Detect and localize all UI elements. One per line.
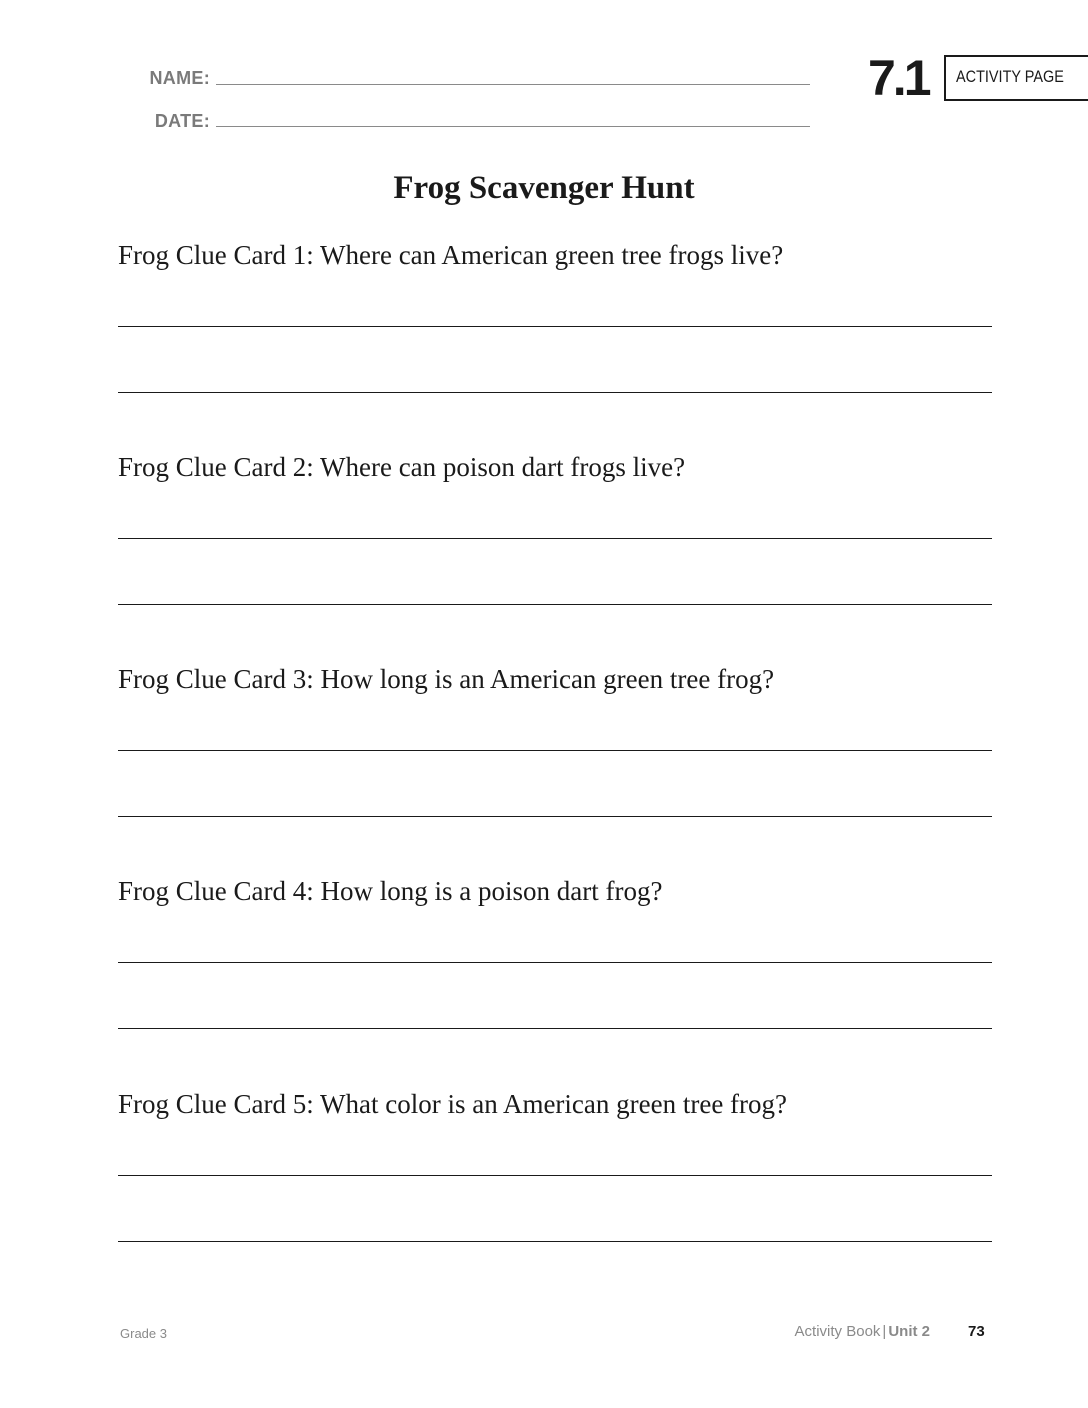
answer-line-3a[interactable] bbox=[118, 750, 992, 751]
footer-book-info bbox=[795, 1323, 930, 1340]
question-3: Frog Clue Card 3: How long is an American green tree frog? bbox=[118, 664, 775, 694]
footer-separator: | bbox=[882, 1323, 887, 1340]
answer-line-5b[interactable] bbox=[118, 1241, 992, 1242]
answer-line-3b[interactable] bbox=[118, 816, 992, 817]
page-title: Frog Scavenger Hunt bbox=[393, 170, 695, 206]
answer-line-1b[interactable] bbox=[118, 392, 992, 393]
question-5: Frog Clue Card 5: What color is an American green tree frog? bbox=[118, 1089, 788, 1119]
answer-line-5a[interactable] bbox=[118, 1175, 992, 1176]
name-label: NAME: bbox=[149, 68, 210, 88]
footer-unit: Unit 2 bbox=[888, 1323, 930, 1340]
date-field-line[interactable] bbox=[216, 126, 810, 127]
date-label: DATE: bbox=[154, 111, 210, 131]
answer-line-4b[interactable] bbox=[118, 1028, 992, 1029]
page-number: 73 bbox=[968, 1323, 985, 1340]
question-2: Frog Clue Card 2: Where can poison dart frogs live? bbox=[118, 452, 686, 482]
activity-page-label: ACTIVITY PAGE bbox=[956, 67, 1064, 86]
footer-grade: Grade 3 bbox=[120, 1326, 167, 1341]
answer-line-2a[interactable] bbox=[118, 538, 992, 539]
question-1: Frog Clue Card 1: Where can American green tree frogs live? bbox=[118, 240, 784, 270]
footer-book-title: Activity Book bbox=[794, 1323, 881, 1340]
activity-number: 7.1 bbox=[868, 50, 929, 106]
name-field-line[interactable] bbox=[216, 84, 810, 85]
answer-line-4a[interactable] bbox=[118, 962, 992, 963]
activity-page-badge bbox=[944, 55, 1088, 101]
question-4: Frog Clue Card 4: How long is a poison dart frog? bbox=[118, 876, 663, 906]
answer-line-2b[interactable] bbox=[118, 604, 992, 605]
answer-line-1a[interactable] bbox=[118, 326, 992, 327]
